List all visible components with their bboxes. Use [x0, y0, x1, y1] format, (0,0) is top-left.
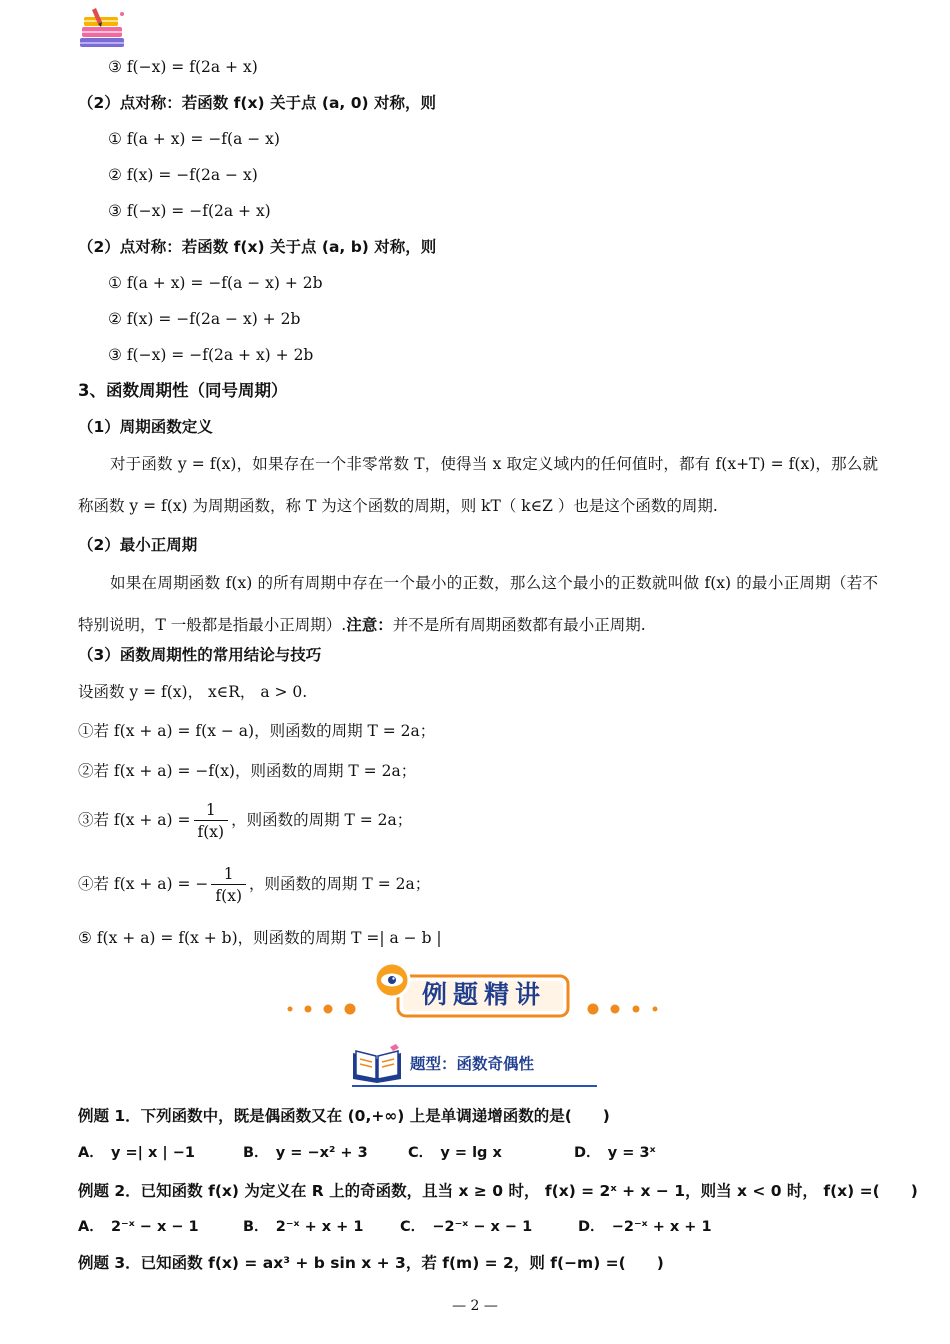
example-1-option-b: B． y = −x² + 3 [243, 1145, 368, 1161]
rule-4-suffix: ，则函数的周期 T = 2a； [249, 875, 431, 893]
note-text: 并不是所有周期函数都有最小正周期. [392, 616, 646, 634]
point-symmetry-heading-general: （2）点对称：若函数 f(x) 关于点 (a, b) 对称，则 [78, 238, 437, 256]
examples-banner-title: 例题精讲 [421, 980, 546, 1009]
period-rule-5: ⑤ f(x + a) = f(x + b)，则函数的周期 T =| a − b | [78, 929, 442, 947]
min-period-heading: （2）最小正周期 [78, 536, 198, 554]
period-setup: 设函数 y = f(x)， x∈R， a > 0. [78, 683, 308, 701]
example-1-option-c: C． y = lg x [408, 1145, 502, 1161]
fraction-numerator: 1 [211, 864, 246, 885]
point-symmetry-b-item-3: ③ f(−x) = −f(2a + x) + 2b [108, 346, 314, 364]
point-symmetry-a-item-2: ② f(x) = −f(2a − x) [108, 166, 258, 184]
symmetry-axis-item-3: ③ f(−x) = f(2a + x) [108, 58, 258, 76]
point-symmetry-b-item-2: ② f(x) = −f(2a − x) + 2b [108, 310, 301, 328]
example-3-stem: 例题 3．已知函数 f(x) = ax³ + b sin x + 3，若 f(m) = 2，则 f(−m) =( ) [78, 1254, 664, 1272]
note-label: 注意： [346, 616, 393, 634]
rule-3-suffix: ，则函数的周期 T = 2a； [231, 811, 413, 829]
question-type-title: 题型：函数奇偶性 [410, 1055, 535, 1073]
question-type-underline [352, 1085, 597, 1087]
period-rule-1: ①若 f(x + a) = f(x − a)，则函数的周期 T = 2a； [78, 722, 436, 740]
period-rule-4 [78, 862, 430, 907]
point-symmetry-a-item-3: ③ f(−x) = −f(2a + x) [108, 202, 271, 220]
rule-4-prefix: ④若 f(x + a) = − [78, 875, 209, 893]
eye-icon [381, 974, 403, 987]
fraction-numerator: 1 [194, 800, 229, 821]
periodic-definition-paragraph: 对于函数 y = f(x)，如果存在一个非零常数 T，使得当 x 取定义域内的任何值时，都有 f(x+T) = f(x)，那么就称函数 y = f(x) 为周期函数，称 T 为这个函数的周期，则 kT（ k∈Z ）也是这个函数的周期. [78, 455, 878, 515]
example-2-option-d: D． −2⁻ˣ + x + 1 [578, 1219, 712, 1235]
rule-3-fraction [194, 800, 229, 843]
example-1-stem: 例题 1．下列函数中，既是偶函数又在 (0,+∞) 上是单调递增函数的是( ) [78, 1107, 610, 1125]
point-symmetry-b-item-1: ① f(a + x) = −f(a − x) + 2b [108, 274, 323, 292]
example-2-option-a: A． 2⁻ˣ − x − 1 [78, 1219, 199, 1235]
example-2-option-b: B． 2⁻ˣ + x + 1 [243, 1219, 364, 1235]
fraction-denominator: f(x) [215, 886, 242, 905]
period-rule-2: ②若 f(x + a) = −f(x)，则函数的周期 T = 2a； [78, 762, 417, 780]
point-symmetry-heading-origin: （2）点对称：若函数 f(x) 关于点 (a, 0) 对称，则 [78, 94, 436, 112]
min-period-text: 如果在周期函数 f(x) 的所有周期中存在一个最小的正数，那么这个最小的正数就叫做 f(x) 的最小正周期（若不特别说明，T 一般都是指最小正周期）. [78, 574, 878, 634]
example-1-option-d: D． y = 3ˣ [574, 1145, 656, 1161]
min-period-paragraph [78, 562, 878, 646]
rule-3-prefix: ③若 f(x + a) = [78, 811, 191, 829]
section-title-periodicity: 3、函数周期性（同号周期） [78, 381, 288, 400]
fraction-denominator: f(x) [197, 822, 225, 841]
example-1-option-a: A． y =| x | −1 [78, 1145, 195, 1161]
periodic-definition-heading: （1）周期函数定义 [78, 418, 213, 436]
period-rule-3 [78, 798, 412, 843]
page-number: — 2 — [452, 1298, 498, 1314]
example-2-stem: 例题 2．已知函数 f(x) 为定义在 R 上的奇函数，且当 x ≥ 0 时， f(x) = 2ˣ + x − 1，则当 x < 0 时， f(x) =( ) [78, 1182, 918, 1200]
period-conclusions-heading: （3）函数周期性的常用结论与技巧 [78, 646, 322, 664]
example-2-option-c: C． −2⁻ˣ − x − 1 [400, 1219, 533, 1235]
rule-4-fraction [211, 864, 246, 907]
open-book-icon [350, 1043, 404, 1085]
books-pencil-icon [78, 8, 128, 50]
point-symmetry-a-item-1: ① f(a + x) = −f(a − x) [108, 130, 280, 148]
